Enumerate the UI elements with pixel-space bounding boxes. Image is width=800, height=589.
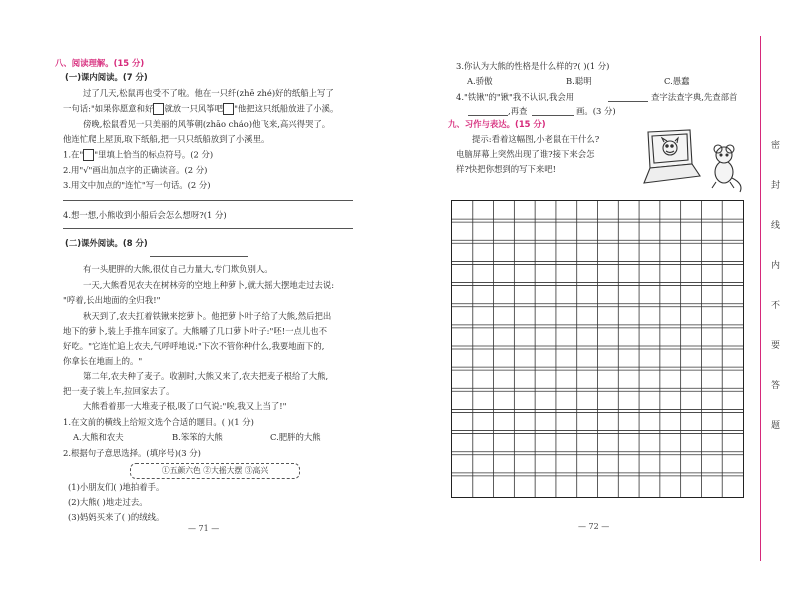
laptop-mouse-illustration bbox=[640, 128, 748, 196]
hint-line: 样?快把你想到的写下来吧! bbox=[456, 164, 556, 174]
story-line: 地下的萝卜,装上手推车回家了。大熊嚼了几口萝卜叶子:"呸!一点儿也不 bbox=[63, 326, 327, 336]
answer-line[interactable] bbox=[608, 101, 648, 102]
section-8-title: 八、阅读理解。(15 分) bbox=[55, 58, 145, 68]
composition-grid[interactable] bbox=[451, 200, 744, 498]
binding-line bbox=[760, 36, 761, 561]
passage-line: 他连忙爬上屋顶,取下纸船,把一只只纸船放到了小溪里。 bbox=[63, 134, 270, 144]
hint-line: 提示:看着这幅图,小老鼠在干什么? bbox=[472, 134, 600, 144]
story-line: 秋天到了,农夫扛着铁锹来挖萝卜。他把萝卜叶子给了大熊,然后把出 bbox=[83, 311, 332, 321]
option-c[interactable]: C.愚蠢 bbox=[664, 76, 690, 86]
question-text: 1.在" bbox=[63, 149, 84, 160]
story-line: 大熊看着那一大堆麦子根,吸了口气说:"唉,我又上当了!" bbox=[83, 401, 287, 411]
question-5: 1.在文前的横线上给短文选个合适的题目。( )(1 分) bbox=[63, 417, 254, 427]
fill-sentence: (2)大熊( )地走过去。 bbox=[68, 497, 148, 507]
side-char: 不 bbox=[771, 301, 781, 311]
passage-text: "他把这只纸船放进了小溪。 bbox=[234, 103, 339, 114]
mouse-icon bbox=[712, 145, 741, 192]
story-line: 把一麦子装上车,拉回家去了。 bbox=[63, 386, 175, 396]
answer-line[interactable] bbox=[532, 115, 574, 116]
question-text: 4."铁锹"的"锹"我不认识,我会用 bbox=[456, 92, 575, 102]
blank-box[interactable] bbox=[83, 149, 94, 161]
question-4: 4.想一想,小熊收到小船后会怎么想呀?(1 分) bbox=[63, 210, 227, 220]
story-line: 一天,大熊看见农夫在树林旁的空地上种萝卜,就大摇大摆地走过去说: bbox=[83, 280, 335, 290]
question-3: 3.用文中加点的"连忙"写一句话。(2 分) bbox=[63, 180, 211, 190]
fill-sentence: (3)妈妈买来了( )的绒线。 bbox=[68, 512, 165, 522]
question-r1: 3.你认为大熊的性格是什么样的?( )(1 分) bbox=[456, 61, 610, 71]
title-blank-line[interactable] bbox=[150, 256, 248, 257]
question-1 bbox=[63, 149, 213, 161]
question-text: ,再查 bbox=[508, 106, 528, 116]
answer-line[interactable] bbox=[63, 200, 353, 201]
story-line: 你拿长在地面上的。" bbox=[63, 356, 143, 366]
side-char: 答 bbox=[771, 381, 781, 391]
fill-sentence: (1)小朋友们( )地拍着手。 bbox=[68, 482, 165, 492]
answer-line[interactable] bbox=[468, 115, 508, 116]
section-9-title: 九、习作与表达。(15 分) bbox=[448, 119, 546, 129]
side-char: 线 bbox=[771, 221, 781, 231]
passage-text: 一句话:"如果你愿意和好 bbox=[63, 103, 154, 114]
question-r2 bbox=[456, 92, 574, 102]
story-line: 有一头肥胖的大熊,很仗自己力量大,专门欺负别人。 bbox=[83, 264, 273, 274]
story-line: "哼着,长出地面的全归我!" bbox=[63, 295, 161, 305]
passage-line: 傍晚,松鼠看见一只美丽的风筝朝(zhāo cháo)他飞来,高兴得哭了。 bbox=[83, 119, 331, 129]
question-text: 画。(3 分) bbox=[576, 106, 616, 116]
side-char: 密 bbox=[771, 141, 781, 151]
word-bank: ①五颜六色 ②大摇大摆 ③高兴 bbox=[130, 463, 300, 479]
option-b[interactable]: B.笨笨的大熊 bbox=[172, 432, 223, 442]
blank-box[interactable] bbox=[153, 103, 164, 115]
option-c[interactable]: C.肥胖的大熊 bbox=[270, 432, 321, 442]
question-text: "里填上恰当的标点符号。(2 分) bbox=[94, 149, 214, 160]
page-number-right: — 72 — bbox=[578, 522, 610, 531]
hint-line: 电脑屏幕上突然出现了谁?接下来会怎 bbox=[456, 149, 595, 159]
grid-lines bbox=[452, 201, 743, 497]
passage-line: 过了几天,松鼠再也受不了啦。他在一只纤(zhē zhé)好的纸船上写了 bbox=[83, 88, 334, 98]
option-a[interactable]: A.骄傲 bbox=[467, 76, 493, 86]
side-char: 要 bbox=[771, 341, 781, 351]
subsection-2-title: (二)课外阅读。(8 分) bbox=[65, 238, 148, 248]
blank-box[interactable] bbox=[223, 103, 234, 115]
laptop-icon bbox=[644, 130, 700, 183]
story-line: 好吃。"它连忙追上农夫,气呼呼地说:"下次不管你种什么,我要地面下的, bbox=[63, 341, 325, 351]
option-b[interactable]: B.聪明 bbox=[566, 76, 592, 86]
side-char: 内 bbox=[771, 261, 781, 271]
question-2: 2.用"√"画出加点字的正确读音。(2 分) bbox=[63, 165, 208, 175]
passage-line bbox=[63, 103, 338, 115]
passage-text: 就放一只风筝吧 bbox=[164, 103, 224, 114]
question-text: 查字法查字典,先查部首 bbox=[651, 92, 738, 102]
story-line: 第二年,农夫种了麦子。收割时,大熊又来了,农夫把麦子根给了大熊, bbox=[83, 371, 329, 381]
option-a[interactable]: A.大熊和农夫 bbox=[73, 432, 124, 442]
side-char: 题 bbox=[771, 421, 781, 431]
answer-line[interactable] bbox=[63, 228, 353, 229]
question-6: 2.根据句子意思选择。(填序号)(3 分) bbox=[63, 448, 201, 458]
page-number-left: — 71 — bbox=[188, 524, 220, 533]
subsection-1-title: (一)课内阅读。(7 分) bbox=[65, 72, 148, 82]
side-char: 封 bbox=[771, 181, 781, 191]
binding-margin-text bbox=[763, 60, 791, 520]
